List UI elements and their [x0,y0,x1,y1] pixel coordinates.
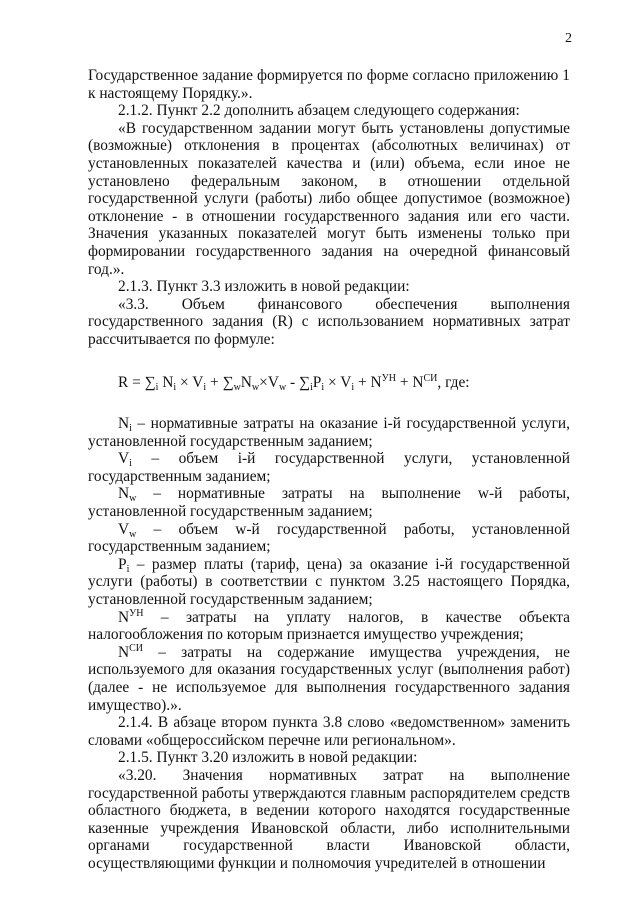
definition: $P_i$ – размер платы (тариф, цена) за оказание i-й государственной услуги (работы) в соответствии с пунктом 3.25 настоящего Порядка, установленной государственным заданием; [88,555,570,609]
definition: $V_i$ – объем i-й государственной услуги, установленной государственным заданием; [88,450,570,485]
definition: $V_w$ – объем w-й государственной работы, установленной государственным заданием; [88,520,570,556]
paragraph: «3.20. Значения нормативных затрат на выполнение государственной работы утверждаются главным распорядителем средств областного бюджета, в ведении которого находятся государственные казенные учреждения Ивановской области, либо исполнительными органами государственной власти Ивановской области, осуществляющими функции и полномочия учредителей в отношении [88,766,570,872]
definition: $N^{УН}$ – затраты на уплату налогов, в качестве объекта налогообложения по которым признается имущество учреждения; [88,607,570,644]
definition: $N^{СИ}$ – затраты на содержание имущества учреждения, не используемого для оказания государственных услуг (выполнения работ) (далее - не используемое для выполнения государственного задания имущество).». [88,642,570,714]
paragraph: Государственное задание формируется по форме согласно приложению 1 к настоящему Порядку.». [88,67,570,102]
paragraph: «В государственном задании могут быть установлены допустимые (возможные) отклонения в процентах (абсолютных величинах) от установленных показателей качества и (или) объема, если иное не установлено федеральным законом, в отношении отдельной государственной услуги (работы) либо общее допустимое (возможное) отклонение - в отношении государственного задания или его части. Значения указанных показателей могут быть изменены только при формировании государственного задания на очередной финансовый год.». [88,119,570,278]
definition: $N_w$ – нормативные затраты на выполнение w-й работы, установленной государственным заданием; [88,485,570,521]
paragraph: «3.3. Объем финансового обеспечения выполнения государственного задания (R) с использованием нормативных затрат рассчитывается по формуле: [88,295,570,348]
paragraph: 2.1.2. Пункт 2.2 дополнить абзацем следующего содержания: [118,102,520,120]
document-body [88,67,570,873]
paragraph: 2.1.4. В абзаце втором пункта 3.8 слово «ведомственном» заменить словами «общероссийском перечне или региональном». [88,714,570,749]
paragraph: 2.1.5. Пункт 3.20 изложить в новой редакции: [118,749,418,767]
paragraph: 2.1.3. Пункт 3.3 изложить в новой редакции: [118,278,410,296]
formula: $R = \sum_i$ $N_i \times V_i + \sum_wN_w\times V_w - \sum_iP_i \times V_i + N^{УН} + N^{СИ}$, где: [118,372,470,393]
definition: $N_i$ – нормативные затраты на оказание i-й государственной услуги, установленной государственным заданием; [88,415,570,450]
page-number: 2 [565,31,572,46]
